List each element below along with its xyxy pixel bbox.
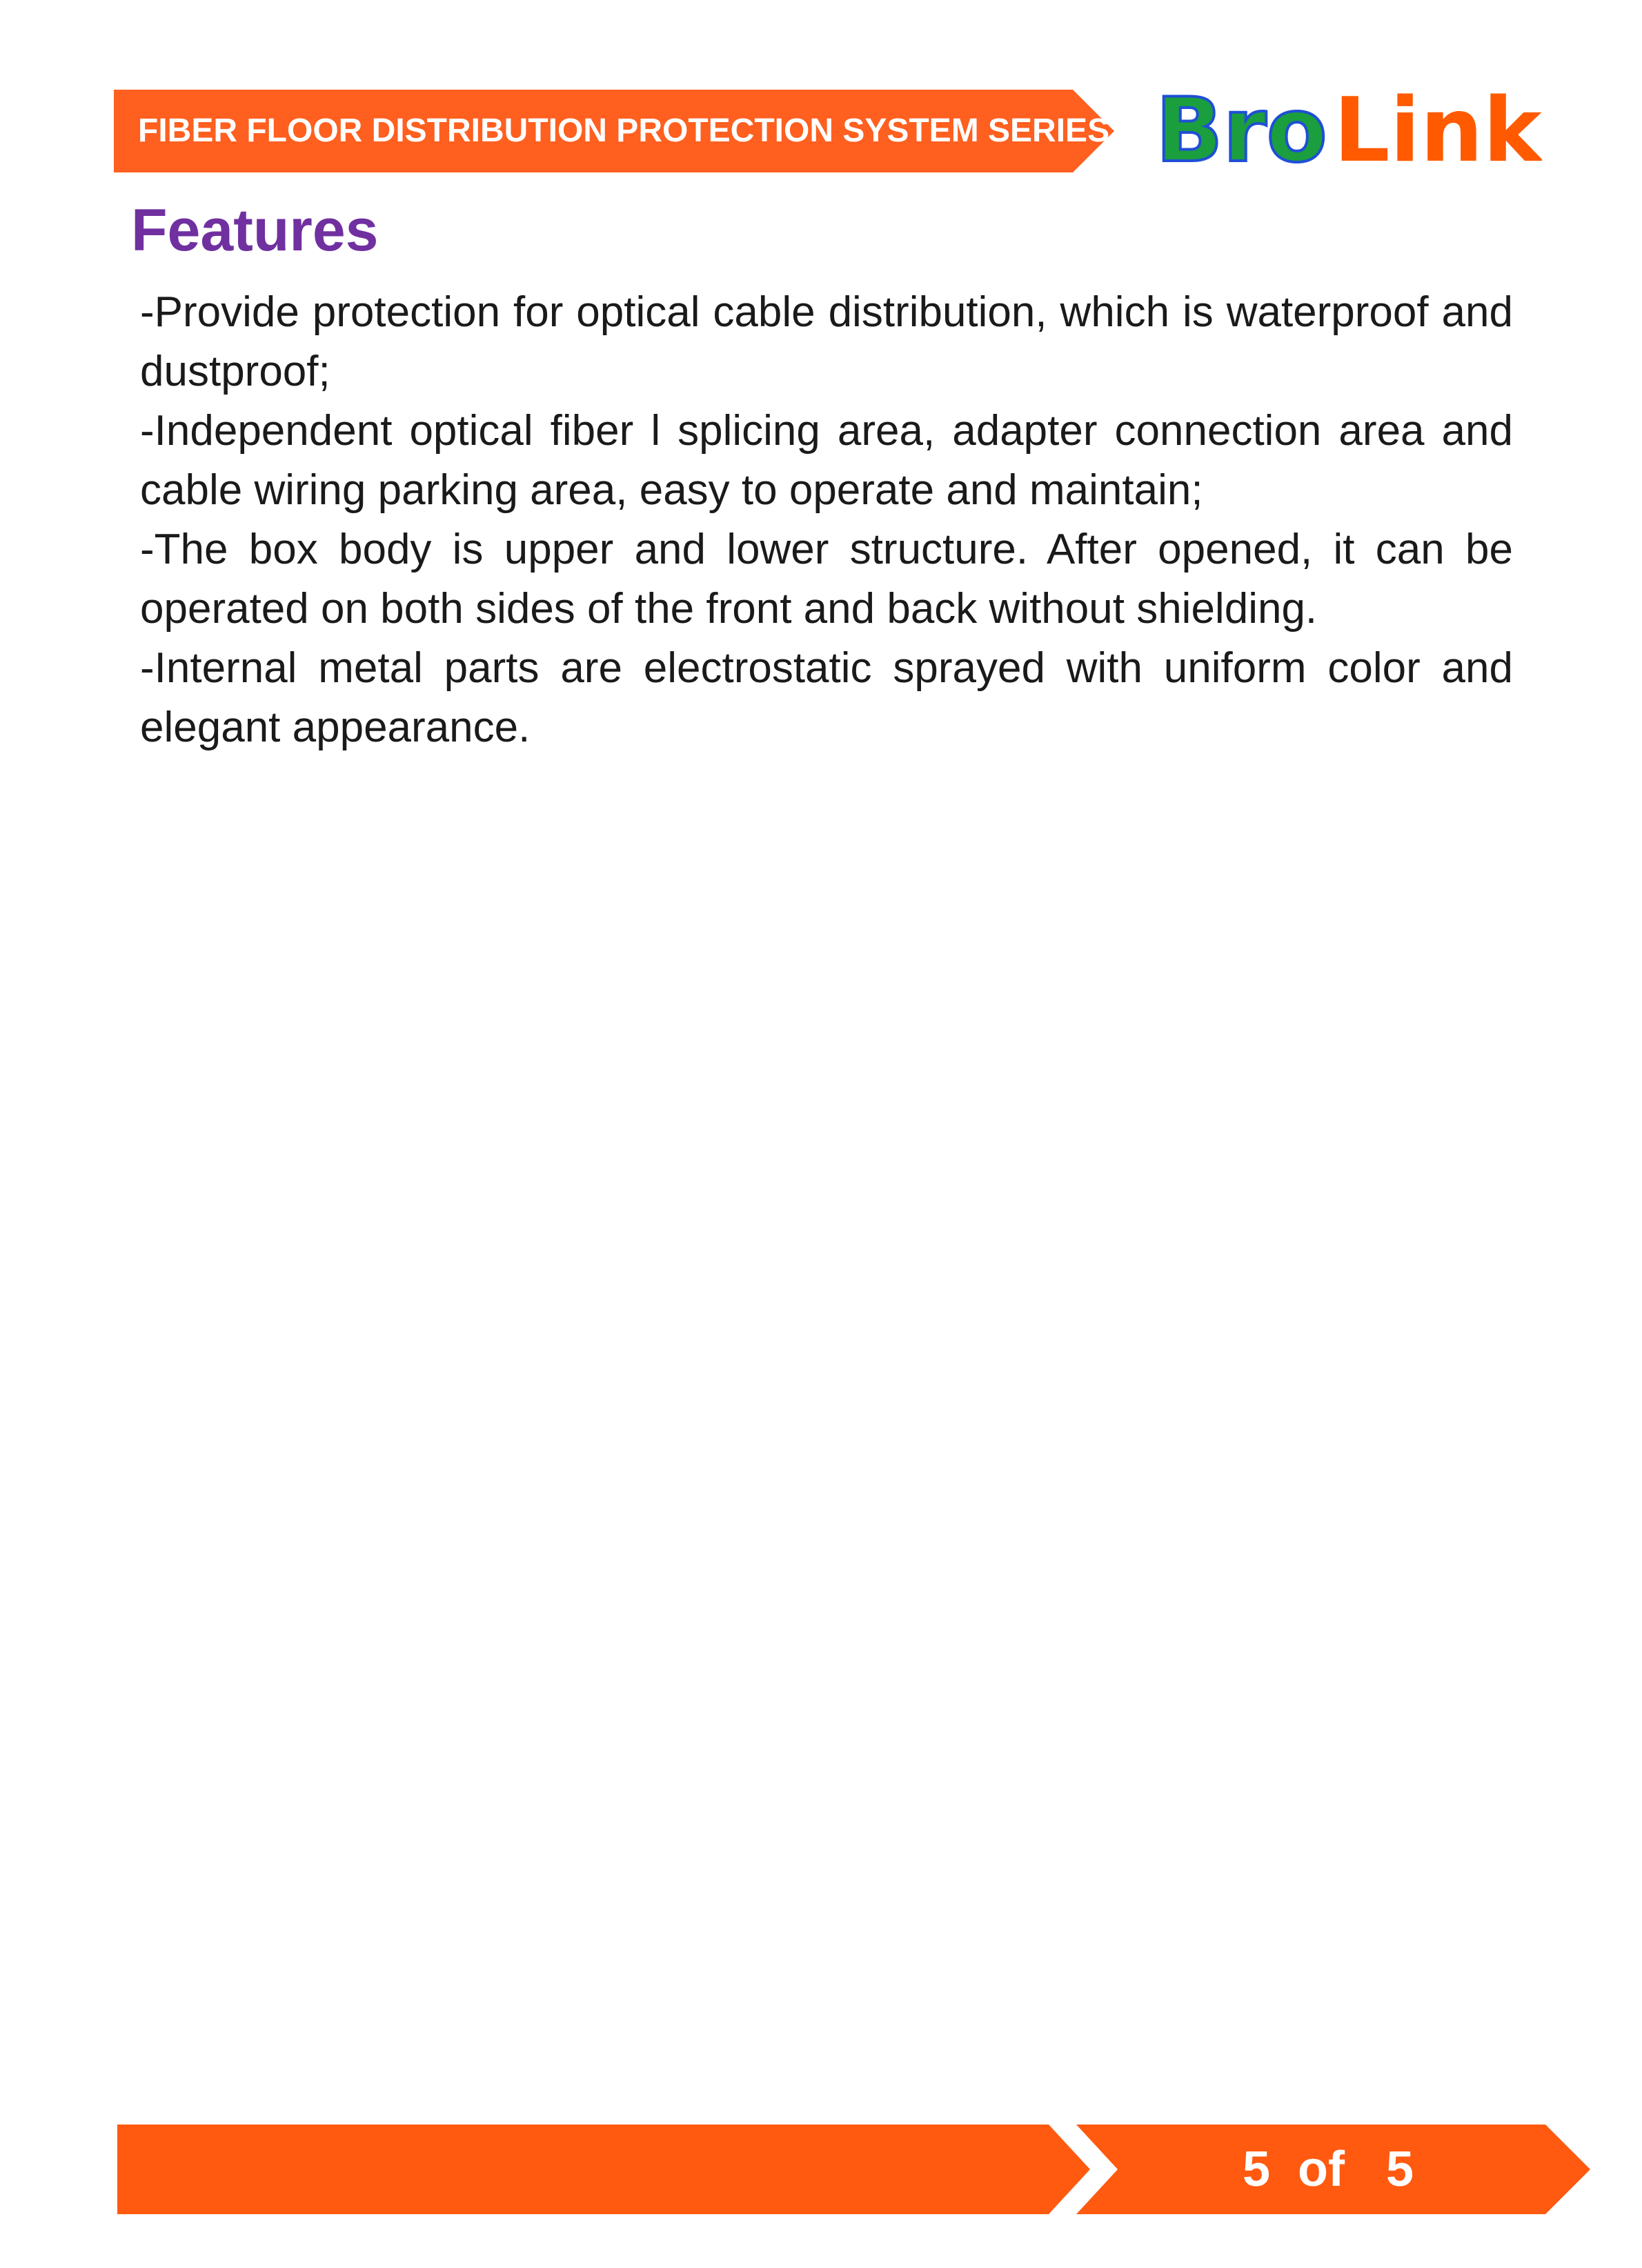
feature-item: -Independent optical fiber l splicing area, adapter connection area and cable wiring parking area, easy to operate and maintain; (140, 407, 1513, 514)
section-heading: Features (131, 197, 379, 263)
svg-text:Link: Link (1334, 79, 1542, 176)
feature-item: -Provide protection for optical cable distribution, which is waterproof and dustproof; (140, 288, 1513, 395)
features-list (140, 283, 1513, 757)
series-title: FIBER FLOOR DISTRIBUTION PROTECTION SYSTEM SERIES (138, 112, 1110, 149)
page-indicator: 5 of 5 (1242, 2142, 1414, 2197)
header-banner (114, 90, 1114, 172)
feature-item: -The box body is upper and lower structure. After opened, it can be operated on both sides of the front and back without shielding. (140, 526, 1513, 633)
svg-text:Bro: Bro (1156, 79, 1327, 176)
feature-item: -Internal metal parts are electrostatic sprayed with uniform color and elegant appearance. (140, 644, 1513, 751)
brolink-logo-graphic (1156, 79, 1542, 176)
brolink-logo (1156, 79, 1542, 176)
